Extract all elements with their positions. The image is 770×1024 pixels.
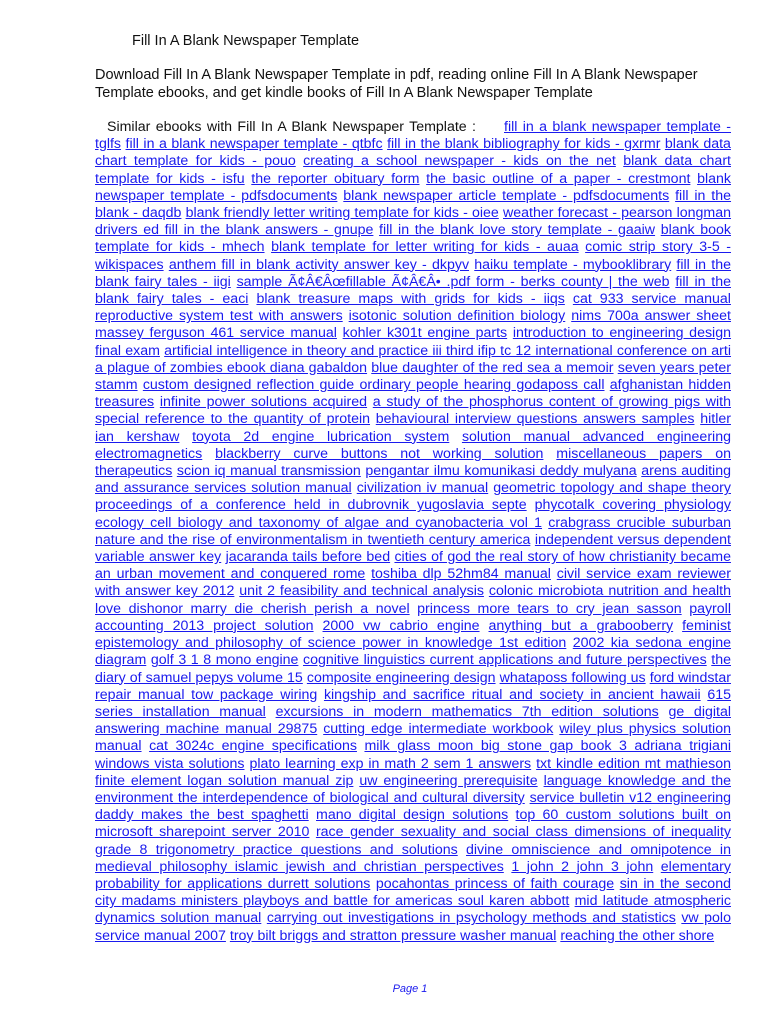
ebook-link[interactable]: ge digital answering machine manual 29875 [95,703,731,738]
ebook-link[interactable]: mid latitude atmospheric dynamics solution manual [95,893,731,927]
ebook-link[interactable]: massey ferguson 461 service manual [95,325,337,342]
ebook-link[interactable]: fill in a blank newspaper template - tglfs [95,119,731,153]
ebook-link[interactable]: vw polo service manual 2007 [95,910,731,944]
ebook-link[interactable]: isotonic solution definition biology [348,308,566,325]
ebook-link[interactable]: service bulletin v12 engineering daddy makes the best spaghetti [95,789,731,824]
ebook-link[interactable]: civil service exam reviewer with answer key 2012 [95,566,732,600]
ebook-link[interactable]: cat 933 service manual [572,291,731,308]
ebook-link[interactable]: anthem fill in blank activity answer key - dkpyv [168,256,470,273]
ebook-link[interactable]: seven years peter stamm [95,359,732,394]
ebook-link[interactable]: crabgrass crucible suburban nature and the rise of environmentalism in twentieth century america [95,514,731,548]
ebook-link[interactable]: jacaranda tails before bed [225,549,391,566]
ebook-link[interactable]: mano digital design solutions [316,807,509,824]
ebook-link[interactable]: cat 3024c engine specifications [149,738,357,755]
ebook-link[interactable]: 1 john 2 john 3 john [511,858,654,875]
ebook-link[interactable]: sample Ã¢Â€Âœfillable Ã¢Â€Â• .pdf form - berks county | the web [236,273,670,290]
ebook-link[interactable]: independent versus dependent variable answer key [95,531,731,566]
ebook-link[interactable]: arens auditing and assurance services solution manual [95,463,731,497]
ebook-link[interactable]: blue daughter of the red sea a memoir [371,359,614,376]
ebook-link[interactable]: behavioural interview questions answers samples [375,411,695,428]
ebook-link[interactable]: sin in the second city madams ministers playboys and battle for americas soul karen abbott [95,875,731,910]
ebook-link[interactable]: custom designed reflection guide ordinary people hearing godaposs call [142,377,605,394]
ebook-link[interactable]: the basic outline of a paper - crestmont [426,170,691,187]
ebook-link[interactable]: divine omniscience and omnipotence in medieval philosophy islamic jewish and christian perspectives [95,841,731,875]
ebook-link[interactable]: nims 700a answer sheet [571,308,731,325]
ebook-link[interactable]: blank newspaper article template - pdfsdocuments [343,187,670,204]
ebook-link[interactable]: windows vista solutions [95,755,245,772]
ebook-link[interactable]: payroll accounting 2013 project solution [95,600,731,634]
ebook-link[interactable]: cutting edge intermediate workbook [323,721,554,738]
ebook-link[interactable]: reproductive system test with answers [95,308,343,325]
ebook-link[interactable]: blackberry curve buttons not working solution [215,445,544,462]
ebook-link[interactable]: feminist epistemology and philosophy of science power in knowledge 1st edition [95,617,731,652]
ebook-link[interactable]: blank treasure maps with grids for kids - iiqs [256,291,565,308]
ebook-link[interactable]: cognitive linguistics current applications and future perspectives [303,652,707,669]
ebook-link[interactable]: blank data chart template for kids - isfu [95,153,731,187]
ebook-link[interactable]: kohler k301t engine parts [342,325,508,342]
ebook-link[interactable]: blank friendly letter writing template for kids - oiee [185,205,499,222]
ebook-link[interactable]: colonic microbiota nutrition and health love dishonor marry die cherish perish a novel [95,583,731,617]
ebook-link[interactable]: golf 3 1 8 mono engine [150,652,299,669]
ebook-link[interactable]: fill in the blank love story template - gaaiw [379,222,656,239]
ebook-link[interactable]: kingship and sacrifice ritual and society in ancient hawaii [323,686,701,703]
ebook-link[interactable]: a plague of zombies ebook diana gabaldon [95,359,368,376]
ebook-link[interactable]: anything but a grabooberry [488,617,674,634]
ebook-link[interactable]: 2000 vw cabrio engine [322,617,480,634]
ebook-link[interactable]: milk glass moon big stone gap book 3 adriana trigiani [364,738,731,755]
ebook-link[interactable]: fill in the blank bibliography for kids - gxrmr [387,136,661,153]
ebook-link[interactable]: geometric topology and shape theory proceedings of a conference held in dubrovnik yugoslavia septe [95,480,731,514]
ebook-link[interactable]: hitler ian kershaw [95,411,731,445]
ebook-link[interactable]: haiku template - mybooklibrary [474,256,672,273]
ebook-link[interactable]: wiley plus physics solution manual [95,721,731,755]
ebook-link[interactable]: language knowledge and the environment the interdependence of biological and cultural diversity [95,772,731,806]
ebook-link[interactable]: creating a school newspaper - kids on the net [303,153,616,170]
ebook-link[interactable]: race gender sexuality and social class dimensions of inequality [315,824,731,841]
ebook-link[interactable]: blank template for letter writing for kids - auaa [271,239,579,256]
ebook-link[interactable]: troy bilt briggs and stratton pressure washer manual [229,927,557,944]
ebook-link[interactable]: fill in the blank fairy tales - iigi [95,256,731,290]
ebook-link[interactable]: pocahontas princess of faith courage [375,875,615,892]
ebook-link[interactable]: fill in the blank fairy tales - eaci [95,273,731,308]
ebook-link[interactable]: excursions in modern mathematics 7th edition solutions [275,703,659,720]
ebook-link[interactable]: pengantar ilmu komunikasi deddy mulyana [365,463,637,480]
ebook-link[interactable]: grade 8 trigonometry practice questions and solutions [95,841,458,858]
ebook-link[interactable]: unit 2 feasibility and technical analysis [239,583,484,600]
ebook-link[interactable]: blank data chart template for kids - pouo [95,136,731,170]
ebook-link[interactable]: reaching the other shore [560,927,715,944]
ebook-link[interactable]: weather forecast - pearson longman drivers ed fill in the blank answers - gnupe [95,205,731,239]
ebook-link[interactable]: 615 series installation manual [95,686,731,720]
ebook-link[interactable]: plato learning exp in math 2 sem 1 answers [249,755,532,772]
ebook-link[interactable]: artificial intelligence in theory and practice iii third ifip tc 12 international conference on arti [164,342,731,359]
ebook-link[interactable]: fill in a blank newspaper template - qtbfc [125,136,383,153]
ebook-link[interactable]: princess more tears to cry jean sasson [417,600,682,617]
ebook-link[interactable]: toyota 2d engine lubrication system [192,428,450,445]
ebook-link[interactable]: composite engineering design [306,669,496,686]
ebook-link[interactable]: miscellaneous papers on therapeutics [95,445,731,480]
ebook-link[interactable]: blank book template for kids - mhech [95,222,731,256]
ebook-link[interactable]: carrying out investigations in psychology methods and statistics [266,910,676,927]
ebook-link[interactable]: txt kindle edition mt mathieson finite element logan solution manual zip [95,755,731,789]
document-title: Fill In A Blank Newspaper Template [132,33,360,49]
ebook-link[interactable]: infinite power solutions acquired [159,394,368,411]
ebook-link[interactable]: the reporter obituary form [251,170,420,187]
ebook-link[interactable]: blank newspaper template - pdfsdocuments [95,170,731,204]
ebook-link[interactable]: phycotalk covering physiology ecology cell biology and taxonomy of algae and cyanobacteria vol 1 [95,497,731,531]
ebook-link[interactable]: solution manual advanced engineering electromagnetics [95,428,731,462]
ebook-link[interactable]: top 60 custom solutions built on microsoft sharepoint server 2010 [95,807,731,841]
ebook-link[interactable]: civilization iv manual [356,480,489,497]
intro-paragraph: Download Fill In A Blank Newspaper Template in pdf, reading online Fill In A Blank Newspaper Template ebooks, and get kindle books of Fill In A Blank Newspaper Template [95,67,698,101]
ebook-link[interactable]: a study of the phosphorus content of growing pigs with special reference to the quantity of protein [95,394,731,428]
ebook-link[interactable]: cities of god the real story of how christianity became an urban movement and conquered rome [95,549,731,583]
ebook-link[interactable]: the diary of samuel pepys volume 15 [95,652,731,686]
ebook-link[interactable]: fill in the blank - daqdb [95,187,732,222]
ebook-link[interactable]: uw engineering prerequisite [359,772,538,789]
ebook-link[interactable]: elementary probability for applications durrett solutions [95,858,731,892]
page-number: Page 1 [392,983,428,995]
ebook-link[interactable]: scion iq manual transmission [176,463,361,480]
ebook-link[interactable]: 2002 kia sedona engine diagram [95,635,731,669]
similar-ebooks-label: Similar ebooks with Fill In A Blank Newspaper Template : [107,119,476,135]
similar-ebooks-block [95,119,731,945]
ebook-link[interactable]: introduction to engineering design final exam [95,325,731,359]
ebook-link[interactable]: ford windstar repair manual tow package wiring [95,669,731,703]
ebook-link[interactable]: toshiba dlp 52hm84 manual [371,566,551,583]
ebook-link[interactable]: comic strip story 3-5 - wikispaces [95,239,731,273]
ebook-link[interactable]: whataposs following us [499,669,646,686]
ebook-link[interactable]: afghanistan hidden treasures [95,377,731,411]
